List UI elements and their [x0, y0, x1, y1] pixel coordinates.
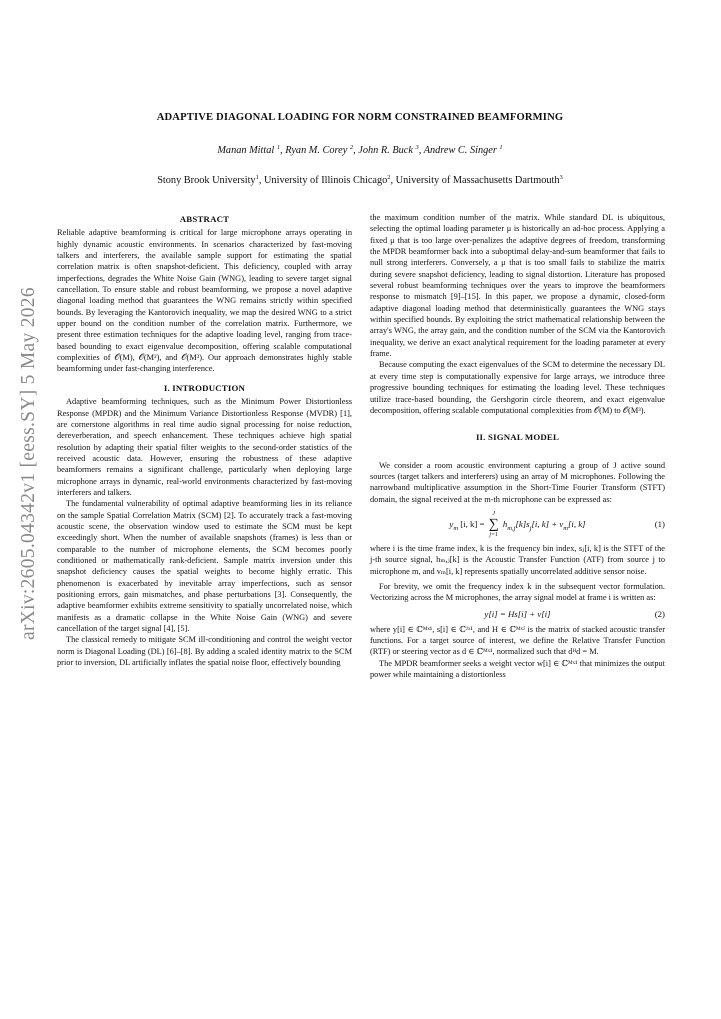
- affiliation-mark: 1: [255, 174, 259, 181]
- equation-2: y[i] = Hs[i] + v[i] (2): [484, 608, 665, 619]
- arxiv-identifier: arXiv:2605.04342v1 [eess.SY] 5 May 2026: [18, 287, 39, 640]
- intro-paragraph: Adaptive beamforming techniques, such as the Minimum Power Distortionless Response (MPDR) and the Minimum Variance Distortionless Response (MVDR) [1], are cornerstone algorithms in real time audio signal processing for noise reduction, dereverberation, and speech enhancement. These techniques achieve high spatial resolution by adapting their spatial filter weights to the second-order statistics of the received acoustic data. However, ensuring the robustness of these adaptive beamformers remains a significant challenge, particularly when deploying large microphone arrays in dynamic, real-world environments characterized by fast-moving interferers and talkers.: [57, 397, 352, 497]
- affiliation-list: Stony Brook University$^1$, University of Illinois Chicago$^2$, University of Massachusetts Dartmouth$^3$: [157, 174, 563, 186]
- signal-model-paragraph: For brevity, we omit the frequency index k in the subsequent vector formulation. Vectorizing across the M microphones, the array signal model at frame i is written as:: [370, 581, 665, 603]
- affiliation-mark: 3: [559, 174, 563, 181]
- author-name: John R. Buck: [358, 145, 413, 156]
- affiliation-mark: 2: [387, 174, 391, 181]
- author-name: Manan Mittal: [217, 145, 275, 156]
- signal-model-paragraph: We consider a room acoustic environment capturing a group of J active sound sources (target talkers and interferers) using an array of M microphones. Following the narrowband multiplicative assumption in the Short-Time Fourier Transform (STFT) domain, the signal received at the m-th microphone can be expressed as:: [370, 460, 665, 504]
- affiliation-name: University of Massachusetts Dartmouth: [395, 175, 560, 186]
- author-list: Manan Mittal $^1$, Ryan M. Corey $^2$, John R. Buck $^3$, Andrew C. Singer $^1$: [217, 144, 503, 156]
- paper-title: ADAPTIVE DIAGONAL LOADING FOR NORM CONSTRAINED BEAMFORMING: [156, 112, 564, 123]
- equation-number: (2): [654, 608, 665, 619]
- abstract-heading: ABSTRACT: [179, 214, 230, 224]
- author-affiliation-mark: 2: [349, 144, 354, 151]
- author-affiliation-mark: 1: [499, 144, 503, 151]
- summation-symbol: J ∑ j=1: [488, 510, 499, 538]
- author-affiliation-mark: 1: [276, 144, 281, 151]
- affiliation-name: Stony Brook University: [157, 175, 256, 186]
- introduction-heading: I. INTRODUCTION: [163, 382, 246, 393]
- intro-paragraph: The fundamental vulnerability of optimal adaptive beamforming lies in its reliance on the sample Spatial Correlation Matrix (SCM) [2]. To accurately track a fast-moving acoustic scene, the observation window used to estimate the SCM must be kept exceedingly short. When the number of available snapshots (frames) is less than or comparable to the number of microphone elements, the SCM becomes poorly conditioned or mathematically rank-deficient. Sample matrix inversion under this snapshot deficiency causes the spatial weights to become highly erratic. This phenomenon is exacerbated by inevitable array imperfections, such as sensor positioning errors, gain mismatches, and phase perturbations [3]. Consequently, the adaptive beamformer exhibits extreme sensitivity to spatially uncorrelated noise, which manifests as a dramatic collapse in the White Noise Gain (WNG) and severe cancellation of the target signal [4], [5].: [57, 499, 352, 634]
- equation-1: $y_m$ [i, k] = J ∑ j=1 $h_{m,j}[k]s_j[i$, $k] + v_m[i$, k] (1): [370, 508, 665, 540]
- intro-continued-paragraph: the maximum condition number of the matrix. While standard DL is ubiquitous, selecting the optimal loading parameter μ is historically an ad-hoc process. Applying a fixed μ that is too large over-penalizes the adaptive degrees of freedom, transforming the MPDR beamformer back into a suboptimal delay-and-sum beamformer that fails to null strong interferers. Conversely, a μ that is too small fails to stabilize the matrix during severe snapshot deficiency, leading to signal distortion. Literature has proposed several robust beamforming techniques over the years to improve the beamformers response to mismatch [9]–[15]. In this paper, we propose a dynamic, closed-form adaptive diagonal loading method that deterministically guarantees the WNG stays within specified bounds. By exploiting the strict mathematical relationship between the array's WNG, the array gain, and the condition number of the SCM via the Kantorovich inequality, we derive an exact analytical requirement for the loading parameter at every frame.: [370, 213, 665, 359]
- signal-model-heading: II. SIGNAL MODEL: [475, 432, 560, 443]
- intro-continued-paragraph: Because computing the exact eigenvalues of the SCM to determine the necessary DL at every time step is computationally expensive for large arrays, we introduce three progressive bounding techniques for estimating the loading level. These techniques utilize trace-based bounding, the Gershgorin circle theorem, and exact eigenvalue decomposition, offering scalable computational complexities from 𝒪(M) to 𝒪(M³).: [370, 360, 665, 415]
- right-column: [370, 212, 665, 680]
- abstract-text: Reliable adaptive beamforming is critical for large microphone arrays operating in highly dynamic acoustic environments. In scenarios characterized by fast-moving talkers and interferers, the available sample support for estimating the spatial correlation matrix is often snapshot-deficient. This deficiency, coupled with array imperfections, degrades the White Noise Gain (WNG), leading to severe target signal cancellation. To ensure stable and robust beamforming, we propose a novel adaptive diagonal loading method that guarantees the WNG remains strictly within specified bounds. By leveraging the Kantorovich inequality, we map the desired WNG to a strict upper bound on the condition number of the correlation matrix. Furthermore, we present three estimation techniques for the adaptive loading level, ranging from trace-based bounding to exact eigenvalue decomposition, offering scalable computational complexities of 𝒪(M), 𝒪(M²), and 𝒪(M³). Our approach demonstrates highly stable beamforming under fast-changing interference.: [57, 228, 352, 374]
- intro-paragraph: The classical remedy to mitigate SCM ill-conditioning and control the weight vector norm is Diagonal Loading (DL) [6]–[8]. By adding a scaled identity matrix to the SCM prior to inversion, DL artificially inflates the spatial noise floor, effectively bounding: [57, 635, 352, 668]
- signal-model-paragraph: The MPDR beamformer seeks a weight vector w[i] ∈ ℂᴹˣ¹ that minimizes the output power while maintaining a distortionless: [370, 658, 665, 679]
- author-affiliation-mark: 3: [415, 144, 419, 151]
- left-column: [57, 212, 352, 668]
- author-name: Andrew C. Singer: [423, 145, 497, 156]
- equation-number: (1): [654, 518, 665, 529]
- signal-model-paragraph: where i is the time frame index, k is the frequency bin index, sⱼ[i, k] is the STFT of the j-th source signal, hₘ,ⱼ[k] is the Acoustic Transfer Function (ATF) from source j to microphone m, and vₘ[i, k] represents spatially uncorrelated additive sensor noise.: [370, 543, 665, 576]
- affiliation-name: University of Illinois Chicago: [264, 175, 388, 186]
- author-name: Ryan M. Corey: [285, 145, 348, 156]
- signal-model-paragraph: where y[i] ∈ ℂᴹˣ¹, s[i] ∈ ℂᴶˣ¹, and H ∈ ℂᴹˣᴶ is the matrix of stacked acoustic transfer functions. For a target source of interest, we define the Relative Transfer Function (RTF) or steering vector as d ∈ ℂᴹˣ¹, normalized such that dᴴd = M.: [370, 624, 665, 657]
